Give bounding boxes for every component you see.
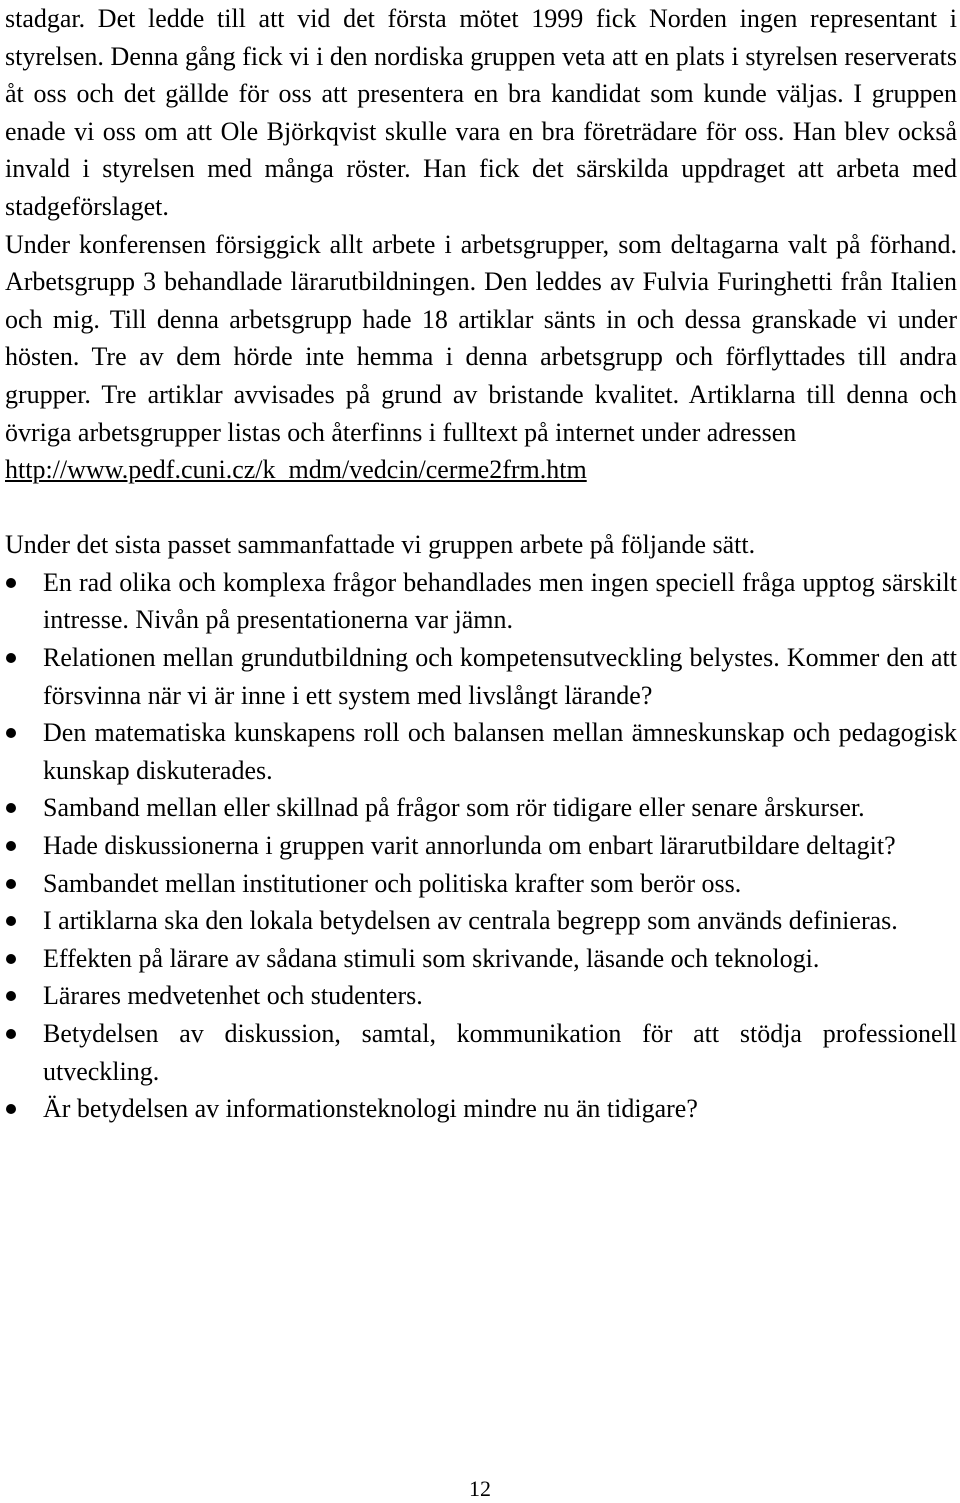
document-page xyxy=(5,0,957,1128)
list-item-text: Relationen mellan grundutbildning och kompetensutveckling belystes. Kommer den att försvinna när vi är inne i ett system med livslångt lärande? xyxy=(43,643,957,710)
page-number: 12 xyxy=(469,1476,491,1501)
list-item xyxy=(5,564,957,639)
list-item-text: Samband mellan eller skillnad på frågor som rör tidigare eller senare årskurser. xyxy=(43,793,865,823)
bullet-icon xyxy=(6,1104,16,1114)
list-item xyxy=(5,977,957,1015)
list-item-text: Den matematiska kunskapens roll och balansen mellan ämneskunskap och pedagogisk kunskap diskuterades. xyxy=(43,718,957,785)
list-item-text: Lärares medvetenhet och studenters. xyxy=(43,981,423,1011)
summary-intro: Under det sista passet sammanfattade vi gruppen arbete på följande sätt. xyxy=(5,530,756,560)
list-item-text: Är betydelsen av informationsteknologi mindre nu än tidigare? xyxy=(43,1094,698,1124)
bullet-icon xyxy=(6,1029,16,1039)
bullet-icon xyxy=(6,879,16,889)
list-item xyxy=(5,1090,957,1128)
list-item xyxy=(5,789,957,827)
paragraph-arbetsgrupper-text: Under konferensen försiggick allt arbete i arbetsgrupper, som deltagarna valt på förhand. Arbetsgrupp 3 behandlade lärarutbildningen. Den leddes av Fulvia Furinghetti från Italien och mig. Till denna arbetsgrupp hade 18 artiklar sänts in och dessa granskade vi under hösten. Tre av dem hörde inte hemma i denna arbetsgrupp och förflyttades till andra grupper. Tre artiklar avvisades på grund av bristande kvalitet. Artiklarna till denna och övriga arbetsgrupper listas och återfinns i fulltext på internet under adressen xyxy=(5,229,957,447)
list-item-text: En rad olika och komplexa frågor behandlades men ingen speciell fråga upptog särskilt intresse. Nivån på presentationerna var jämn. xyxy=(43,567,957,635)
paragraph-arbetsgrupper xyxy=(5,226,957,489)
list-item xyxy=(5,639,957,714)
bullet-icon xyxy=(6,991,16,1001)
list-item-text: Effekten på lärare av sådana stimuli som skrivande, läsande och teknologi. xyxy=(43,943,820,973)
list-item xyxy=(5,714,957,789)
list-item-text: I artiklarna ska den lokala betydelsen av centrala begrepp som används definieras. xyxy=(43,906,898,936)
bullet-icon xyxy=(6,653,16,663)
list-item-text: Betydelsen av diskussion, samtal, kommunikation för att stödja professionell utveckling. xyxy=(43,1018,957,1086)
list-item-text: Sambandet mellan institutioner och politiska krafter som berör oss. xyxy=(43,868,742,898)
bullet-icon xyxy=(6,728,16,738)
list-item xyxy=(5,865,957,903)
paragraph-spacer xyxy=(5,489,957,527)
bullet-icon xyxy=(6,578,16,588)
bullet-icon xyxy=(6,803,16,813)
list-item xyxy=(5,827,957,865)
list-item-text: Hade diskussionerna i gruppen varit annorlunda om enbart lärarutbildare deltagit? xyxy=(43,830,896,860)
paragraph-styrelsen: stadgar. Det ledde till att vid det första mötet 1999 fick Norden ingen representant i styrelsen. Denna gång fick vi i den nordiska gruppen veta att en plats i styrelsen reserverats åt oss och det gällde för oss att presentera en bra kandidat som kunde väljas. I gruppen enade vi oss om att Ole Björkqvist skulle vara en bra företrädare för oss. Han blev också invald i styrelsen med många röster. Han fick det särskilda uppdraget att arbeta med stadgeförslaget. xyxy=(5,4,957,221)
list-item xyxy=(5,940,957,978)
list-item xyxy=(5,902,957,940)
bullet-icon xyxy=(6,916,16,926)
list-item xyxy=(5,1015,957,1090)
bullet-icon xyxy=(6,841,16,851)
bullet-icon xyxy=(6,954,16,964)
summary-bullet-list xyxy=(5,564,957,1128)
cerme-link[interactable]: http://www.pedf.cuni.cz/k_mdm/vedcin/cerme2frm.htm xyxy=(5,455,587,485)
